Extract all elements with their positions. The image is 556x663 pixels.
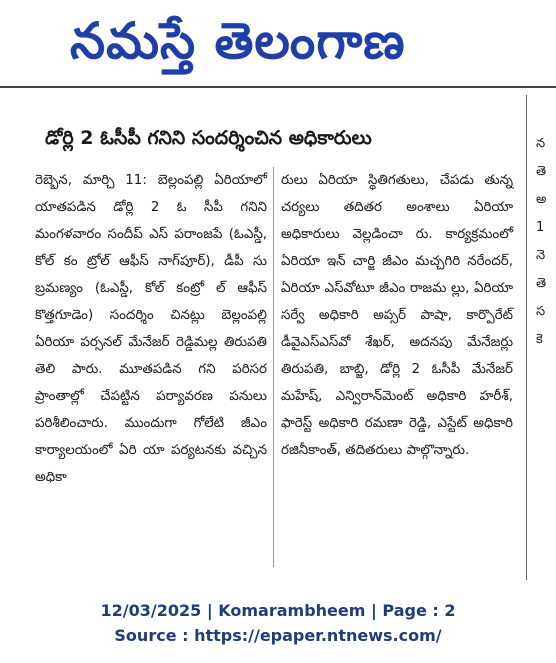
fragment-line: స	[536, 304, 546, 319]
fragment-line: కె	[536, 332, 543, 347]
fragment-line: 1	[536, 220, 545, 235]
news-article	[5, 105, 525, 560]
fragment-line: తె	[536, 164, 547, 179]
page-edge-divider	[526, 95, 527, 580]
fragment-line: అ	[536, 192, 547, 207]
masthead	[0, 0, 556, 82]
fragment-line: నె	[536, 248, 546, 263]
newspaper-title: నమస్తే తెలంగాణ	[70, 12, 406, 70]
article-column-left: రెబ్బెన, మార్చి 11: బెల్లంపల్లి ఏరియాలో యాతపడిన డోర్లి 2 ఓ సీపీ గనిని మంగళవారం సందీప్ ఎస్ పరాంజపే (ఓఎస్డీ, కోల్ కం ట్రోల్ ఆఫీస్ నాగ్‌పూర్), డీపీ సు బ్రమణ్యం (ఓఎస్డీ, కోల్ కంట్రో ల్ ఆఫీస్ కొత్తగూడెం) సందర్శిం చినట్లు బెల్లంపల్లి ఏరియా పర్సనల్ మేనేజర్ రెడ్డిమల్ల తిరుపతి తెలి పారు. మూతపడిన గని పరిసర ప్రాంతాల్లో చేపట్టిన పర్యావరణ పనులు పరిశీలించారు. ముందుగా గోలేటి జీఎం కార్యాలయంలో ఏరి యా పర్యటనకు వచ్చిన అధికా	[35, 173, 267, 485]
cut-off-text-top	[100, 92, 470, 102]
clipping-footer	[0, 598, 556, 648]
fragment-line: తె	[536, 276, 547, 291]
article-headline: డోర్లి 2 ఓసీపీ గనిని సందర్శించిన అధికారులు	[45, 127, 372, 149]
cut-off-text-bottom	[40, 575, 510, 585]
adjacent-article-fragment	[536, 130, 556, 354]
source-link[interactable]: Source : https://epaper.ntnews.com/	[114, 626, 442, 645]
article-column-right: రులు ఏరియా స్థితిగతులు, చేపడు తున్న చర్యలు తదితర అంశాలు ఏరియా అధికారులు వెల్లడించా రు. కార్యక్రమంలో ఏరియా ఇన్ చార్జి జీఎం మచ్చగిరి నరేందర్, ఏరియా ఎస్‌వోటూ జీఎం రాజమ ల్లు, ఏరియా సర్వే అధికారి అప్సర్ పాషా, కార్పొరేట్ డీవైఎస్ఎస్‌వో శేఖర్, అదనపు మేనేజర్లు తిరుపతి, బాబ్జి, డోర్లి 2 ఓసీపీ మేనేజర్ మహేష్, ఎన్విరాన్‌మెంట్ అధికారి హరీశ్, ఫారెస్ట్ అధికారి రమణా రెడ్డి, ఎస్టేట్ అధికారి రజినీకాంత్, తదితరులు పాల్గొన్నారు.	[281, 173, 513, 458]
fragment-line: న	[536, 136, 546, 151]
column-divider	[273, 167, 274, 567]
edition-info: 12/03/2025 | Komarambheem | Page : 2	[100, 601, 456, 620]
masthead-divider	[0, 86, 556, 88]
